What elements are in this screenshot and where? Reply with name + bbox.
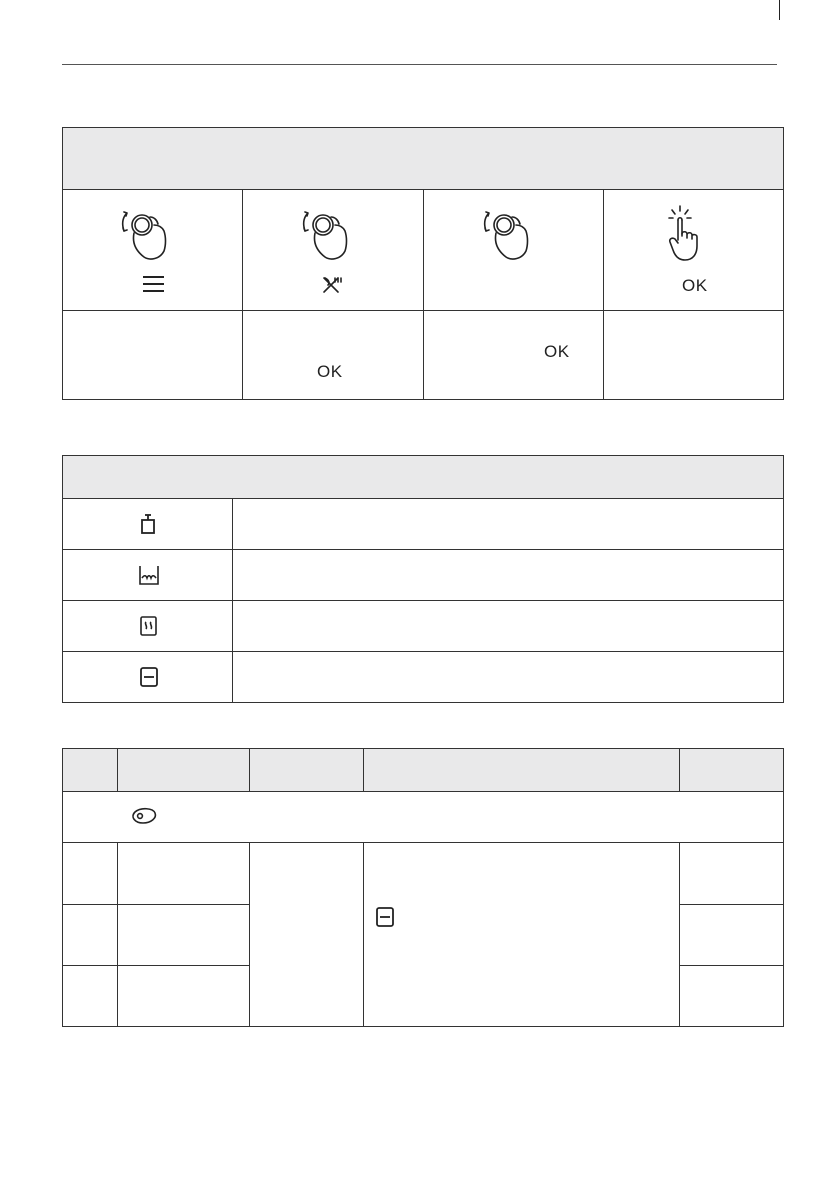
symbol-cell [63, 601, 233, 652]
turn-knob-icon [243, 190, 424, 310]
menu-icon [143, 277, 164, 291]
step-4-text [604, 311, 784, 400]
ok-label: OK [544, 342, 570, 361]
table-cell [118, 905, 250, 966]
table-cell [63, 966, 118, 1027]
column-header [63, 749, 118, 792]
shelf-level-icon [63, 662, 233, 692]
symbol-description [233, 499, 784, 550]
step-1-cell [63, 190, 243, 311]
category-row [63, 792, 784, 843]
column-header [680, 749, 784, 792]
turn-knob-icon [424, 190, 604, 310]
symbols-header [63, 456, 784, 499]
turn-knob-icon [63, 190, 243, 310]
column-header [250, 749, 364, 792]
symbols-table [62, 455, 784, 703]
column-header [364, 749, 680, 792]
table-cell [680, 966, 784, 1027]
ok-label: OK [317, 362, 343, 381]
water-tank-icon [63, 509, 233, 539]
symbol-description [233, 550, 784, 601]
table-cell [680, 905, 784, 966]
step-3-text [424, 311, 604, 400]
merged-cell [364, 843, 680, 1027]
symbol-description [233, 652, 784, 703]
page-edge-mark [779, 0, 780, 20]
table-cell [63, 905, 118, 966]
table-cell [63, 843, 118, 905]
symbol-cell [63, 499, 233, 550]
column-header [118, 749, 250, 792]
symbol-description [233, 601, 784, 652]
symbol-cell [63, 652, 233, 703]
step-2-text [243, 311, 424, 400]
cooking-table [62, 748, 784, 1027]
step-2-cell [243, 190, 424, 311]
merged-cell [250, 843, 364, 1027]
header-rule [62, 64, 777, 65]
step-4-cell [604, 190, 784, 311]
step-3-cell [424, 190, 604, 311]
water-tray-icon [63, 560, 233, 590]
cutlery-icon [324, 278, 341, 292]
shelf-level-icon [374, 905, 404, 935]
ok-label: OK [682, 276, 708, 295]
steps-table [62, 127, 784, 400]
steam-heat-icon [63, 611, 233, 641]
table-cell [118, 966, 250, 1027]
step-1-text [63, 311, 243, 400]
meat-icon [127, 802, 167, 832]
symbol-cell [63, 550, 233, 601]
table-cell [118, 843, 250, 905]
steps-header [63, 128, 784, 190]
table-cell [680, 843, 784, 905]
